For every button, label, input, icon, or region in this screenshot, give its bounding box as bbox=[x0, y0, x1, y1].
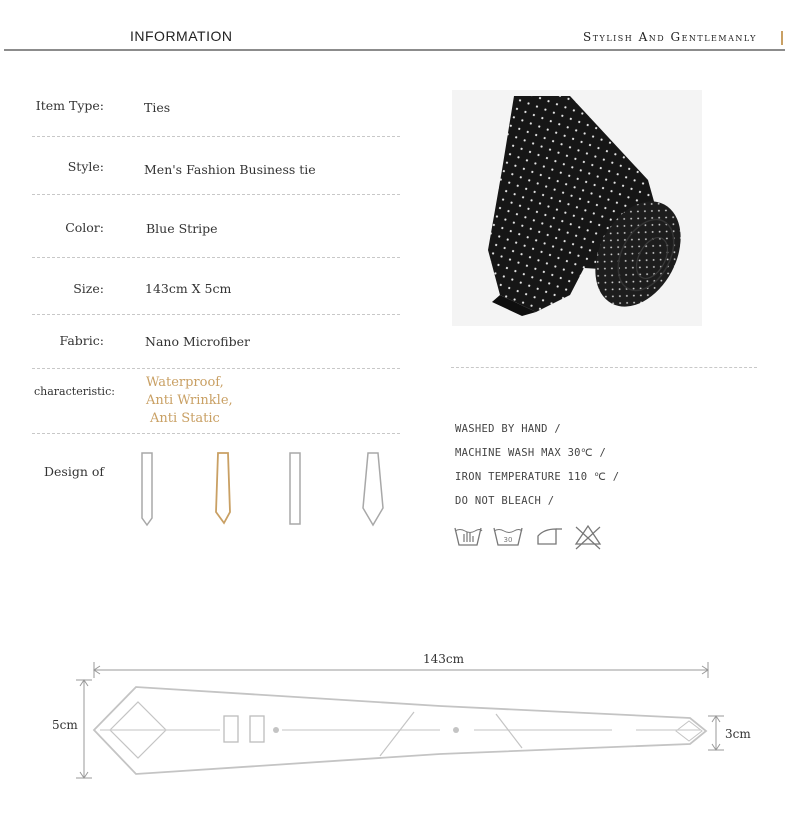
tie-dimension-diagram bbox=[0, 640, 790, 790]
tie-shape-wide-icon bbox=[363, 453, 383, 525]
tie-design-options bbox=[130, 448, 400, 530]
basin-temp-label: 30 bbox=[503, 536, 513, 544]
tie-shape-slim-icon bbox=[142, 453, 152, 525]
spec-value-item-type: Ties bbox=[144, 100, 171, 115]
row-divider bbox=[32, 257, 400, 258]
characteristic-line: Anti Wrinkle, bbox=[146, 393, 233, 408]
care-line: WASHED BY HAND / bbox=[455, 423, 561, 435]
spec-value-size: 143cm X 5cm bbox=[145, 281, 232, 296]
iron-icon bbox=[538, 529, 562, 544]
tie-shape-straight-icon bbox=[290, 453, 300, 524]
tagline-accent-bar bbox=[781, 31, 783, 45]
width-dimension-label: 5cm bbox=[52, 718, 78, 732]
characteristic-line: Waterproof, bbox=[146, 375, 224, 390]
row-divider bbox=[32, 194, 400, 195]
spec-label-item-type: Item Type: bbox=[35, 98, 104, 113]
section-title: INFORMATION bbox=[130, 28, 233, 44]
header-divider bbox=[4, 49, 785, 51]
photo-divider bbox=[451, 367, 757, 368]
spec-label-color: Color: bbox=[65, 220, 104, 235]
spec-value-style: Men's Fashion Business tie bbox=[144, 162, 316, 177]
length-dimension-label: 143cm bbox=[423, 652, 465, 666]
spec-label-size: Size: bbox=[73, 281, 104, 296]
row-divider bbox=[32, 368, 400, 369]
tip-width-dimension-label: 3cm bbox=[725, 727, 751, 741]
spec-value-color: Blue Stripe bbox=[146, 221, 218, 236]
spec-label-characteristic: characteristic: bbox=[34, 385, 115, 398]
spec-value-fabric: Nano Microfiber bbox=[145, 334, 250, 349]
spec-label-style: Style: bbox=[67, 159, 104, 174]
care-line: MACHINE WASH MAX 30℃ / bbox=[455, 447, 607, 459]
care-line: DO NOT BLEACH / bbox=[455, 495, 555, 507]
machine-wash-30-icon bbox=[494, 528, 522, 545]
row-divider bbox=[32, 136, 400, 137]
tagline: Stylish And Gentlemanly bbox=[583, 30, 757, 44]
row-divider bbox=[32, 433, 400, 434]
care-icons bbox=[452, 522, 612, 554]
characteristic-line: Anti Static bbox=[150, 411, 220, 426]
hand-wash-icon bbox=[455, 528, 482, 545]
spec-label-design: Design of bbox=[44, 464, 105, 479]
spec-label-fabric: Fabric: bbox=[59, 333, 104, 348]
tie-product-photo bbox=[452, 90, 702, 326]
tie-shape-selected-icon bbox=[216, 453, 230, 523]
row-divider bbox=[32, 314, 400, 315]
care-line: IRON TEMPERATURE 110 ℃ / bbox=[455, 471, 620, 483]
no-bleach-icon bbox=[576, 526, 600, 549]
